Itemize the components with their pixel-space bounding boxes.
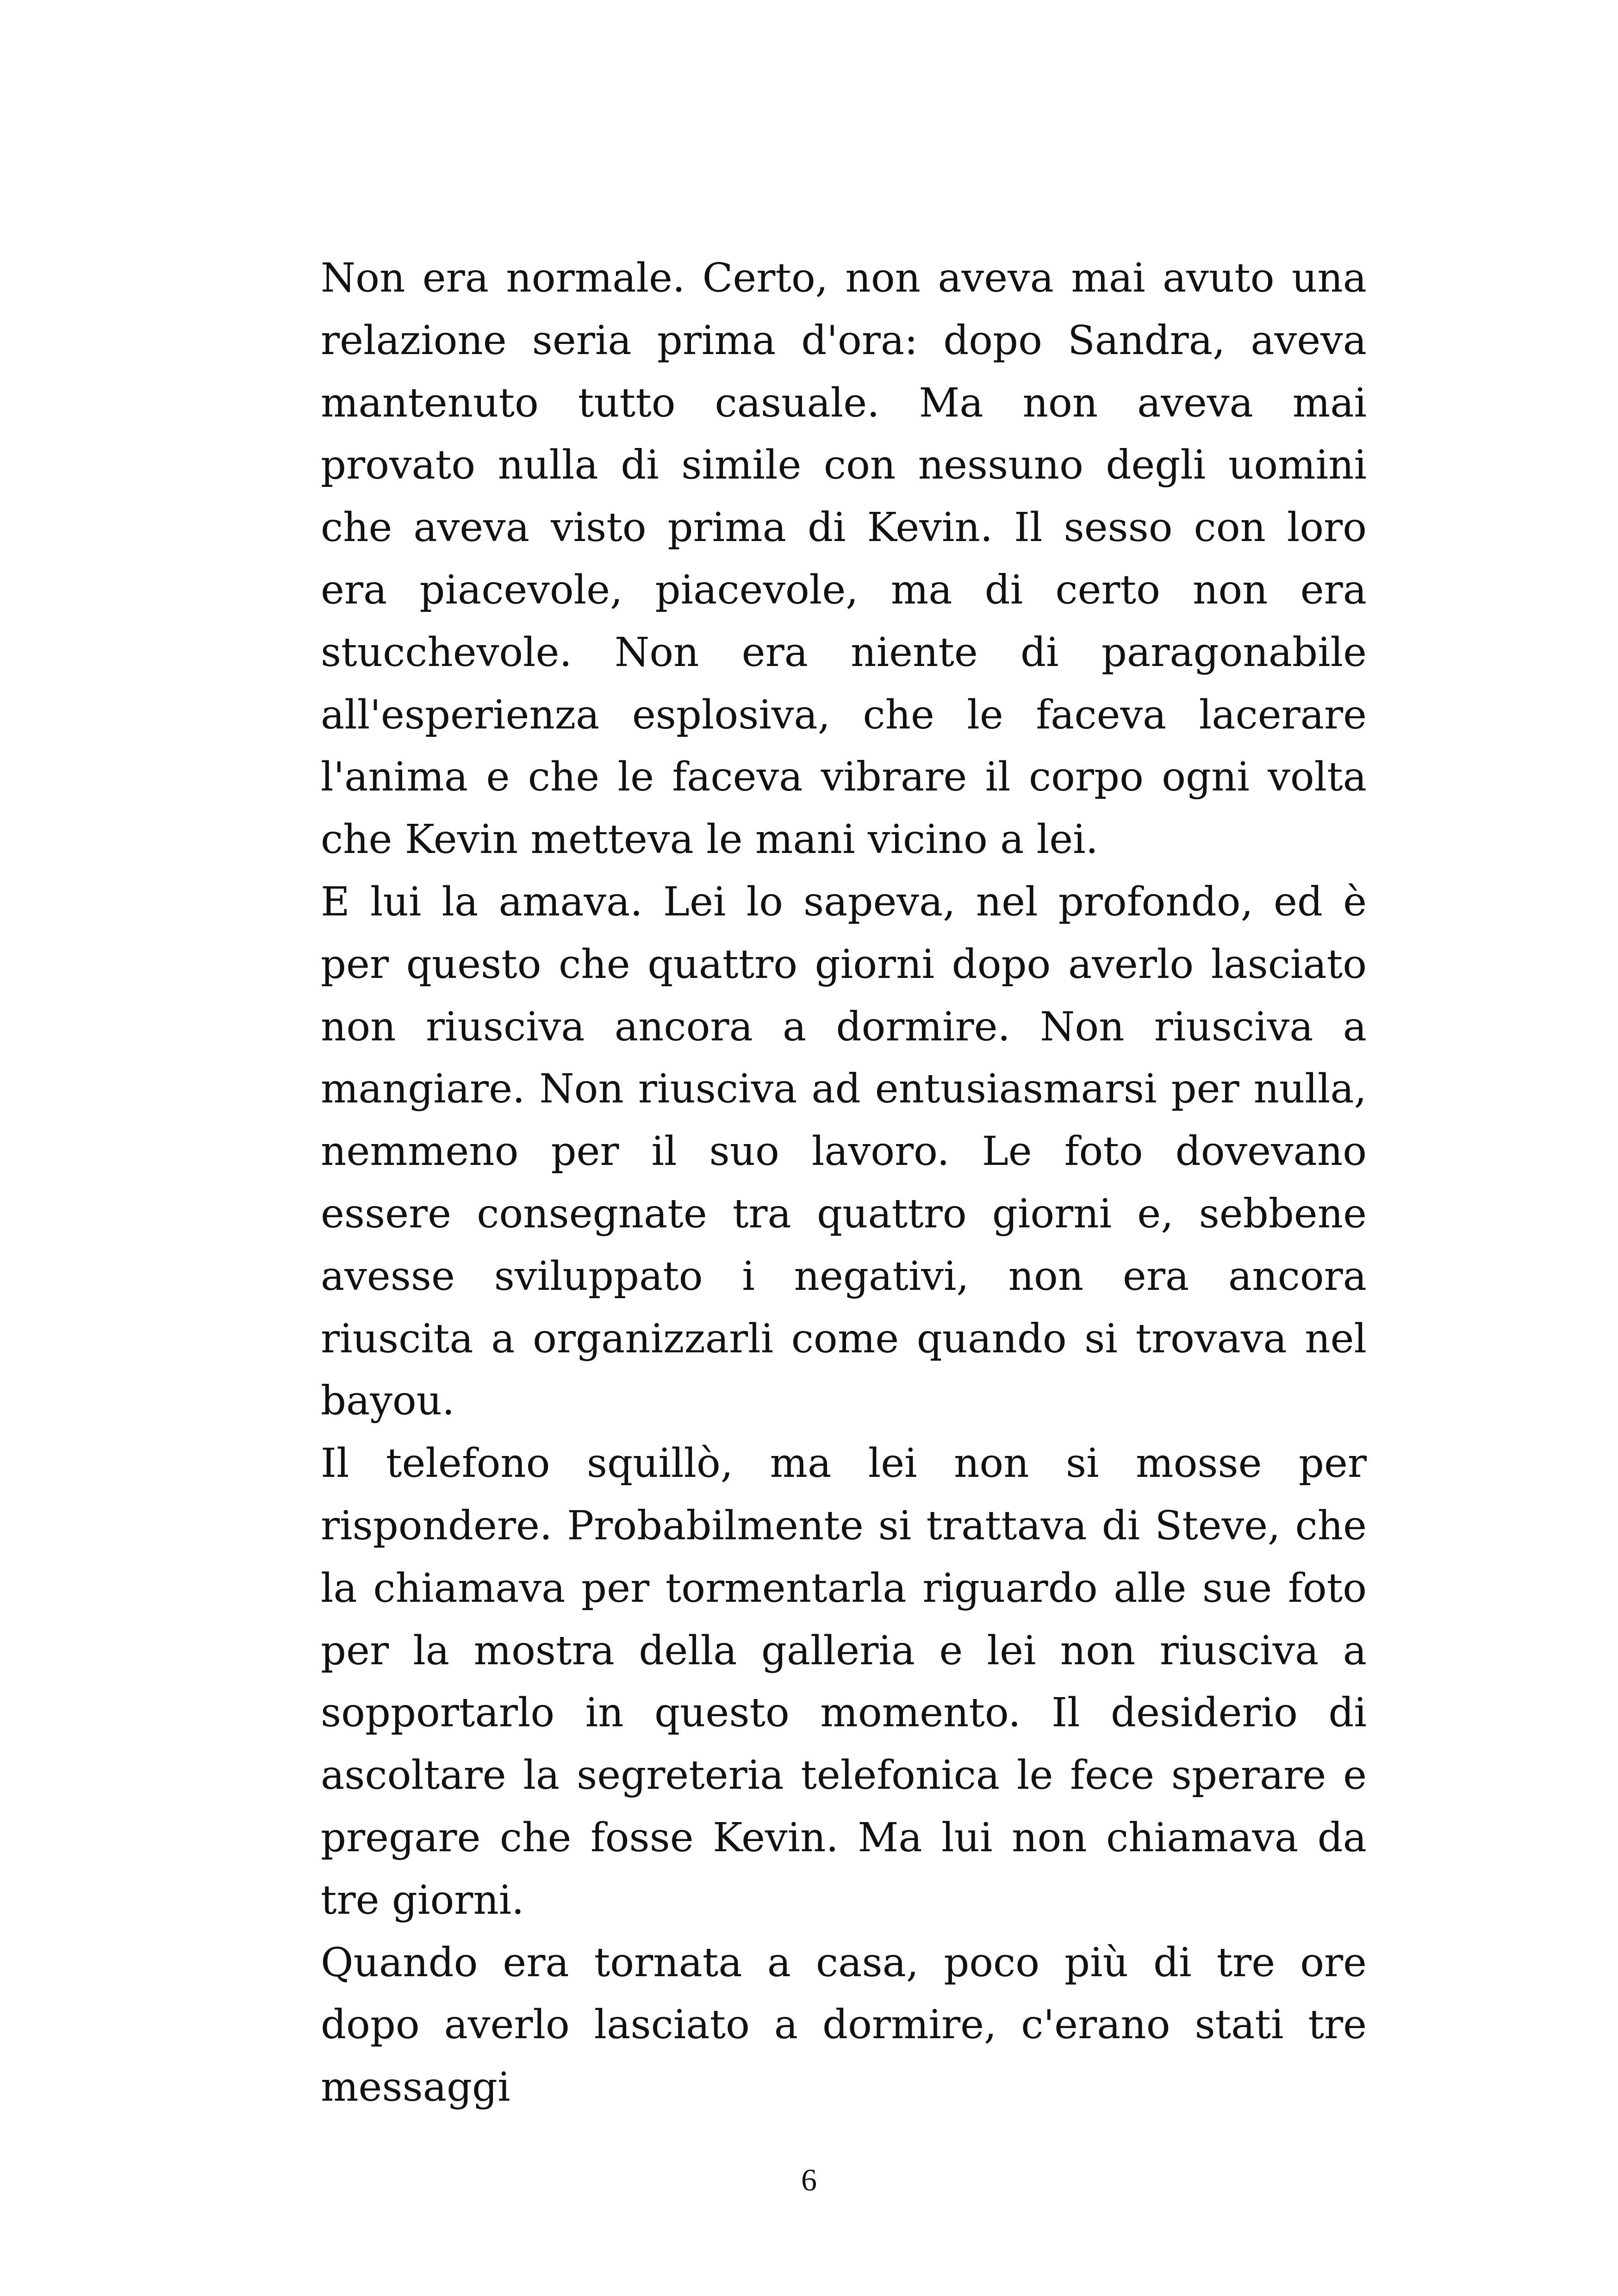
paragraph: Il telefono squillò, ma lei non si mosse per rispondere. Probabilmente si trattava di Steve, che la chiamava per tormentarla riguardo alle sue foto per la mostra della galleria e lei non riusciva a sopportarlo in questo momento. Il desiderio di ascoltare la segreteria telefonica le fece sperare e pregare che fosse Kevin. Ma lui non chiamava da tre giorni. [321, 1440, 1367, 1923]
paragraph: E lui la amava. Lei lo sapeva, nel profondo, ed è per questo che quattro giorni dopo averlo lasciato non riusciva ancora a dormire. Non riusciva a mangiare. Non riusciva ad entusiasmarsi per nulla, nemmeno per il suo lavoro. Le foto dovevano essere consegnate tra quattro giorni e, sebbene avesse sviluppato i negativi, non era ancora riuscita a organizzarli come quando si trovava nel bayou. [321, 878, 1367, 1425]
body-text [321, 247, 1367, 2119]
page-number: 6 [801, 2162, 817, 2197]
paragraph: Quando era tornata a casa, poco più di tre ore dopo averlo lasciato a dormire, c'erano stati tre messaggi [321, 1939, 1367, 2111]
paragraph: Non era normale. Certo, non aveva mai avuto una relazione seria prima d'ora: dopo Sandra, aveva mantenuto tutto casuale. Ma non aveva mai provato nulla di simile con nessuno degli uomini che aveva visto prima di Kevin. Il sesso con loro era piacevole, piacevole, ma di certo non era stucchevole. Non era niente di paragonabile all'esperienza esplosiva, che le faceva lacerare l'anima e che le faceva vibrare il corpo ogni volta che Kevin metteva le mani vicino a lei. [321, 255, 1367, 863]
